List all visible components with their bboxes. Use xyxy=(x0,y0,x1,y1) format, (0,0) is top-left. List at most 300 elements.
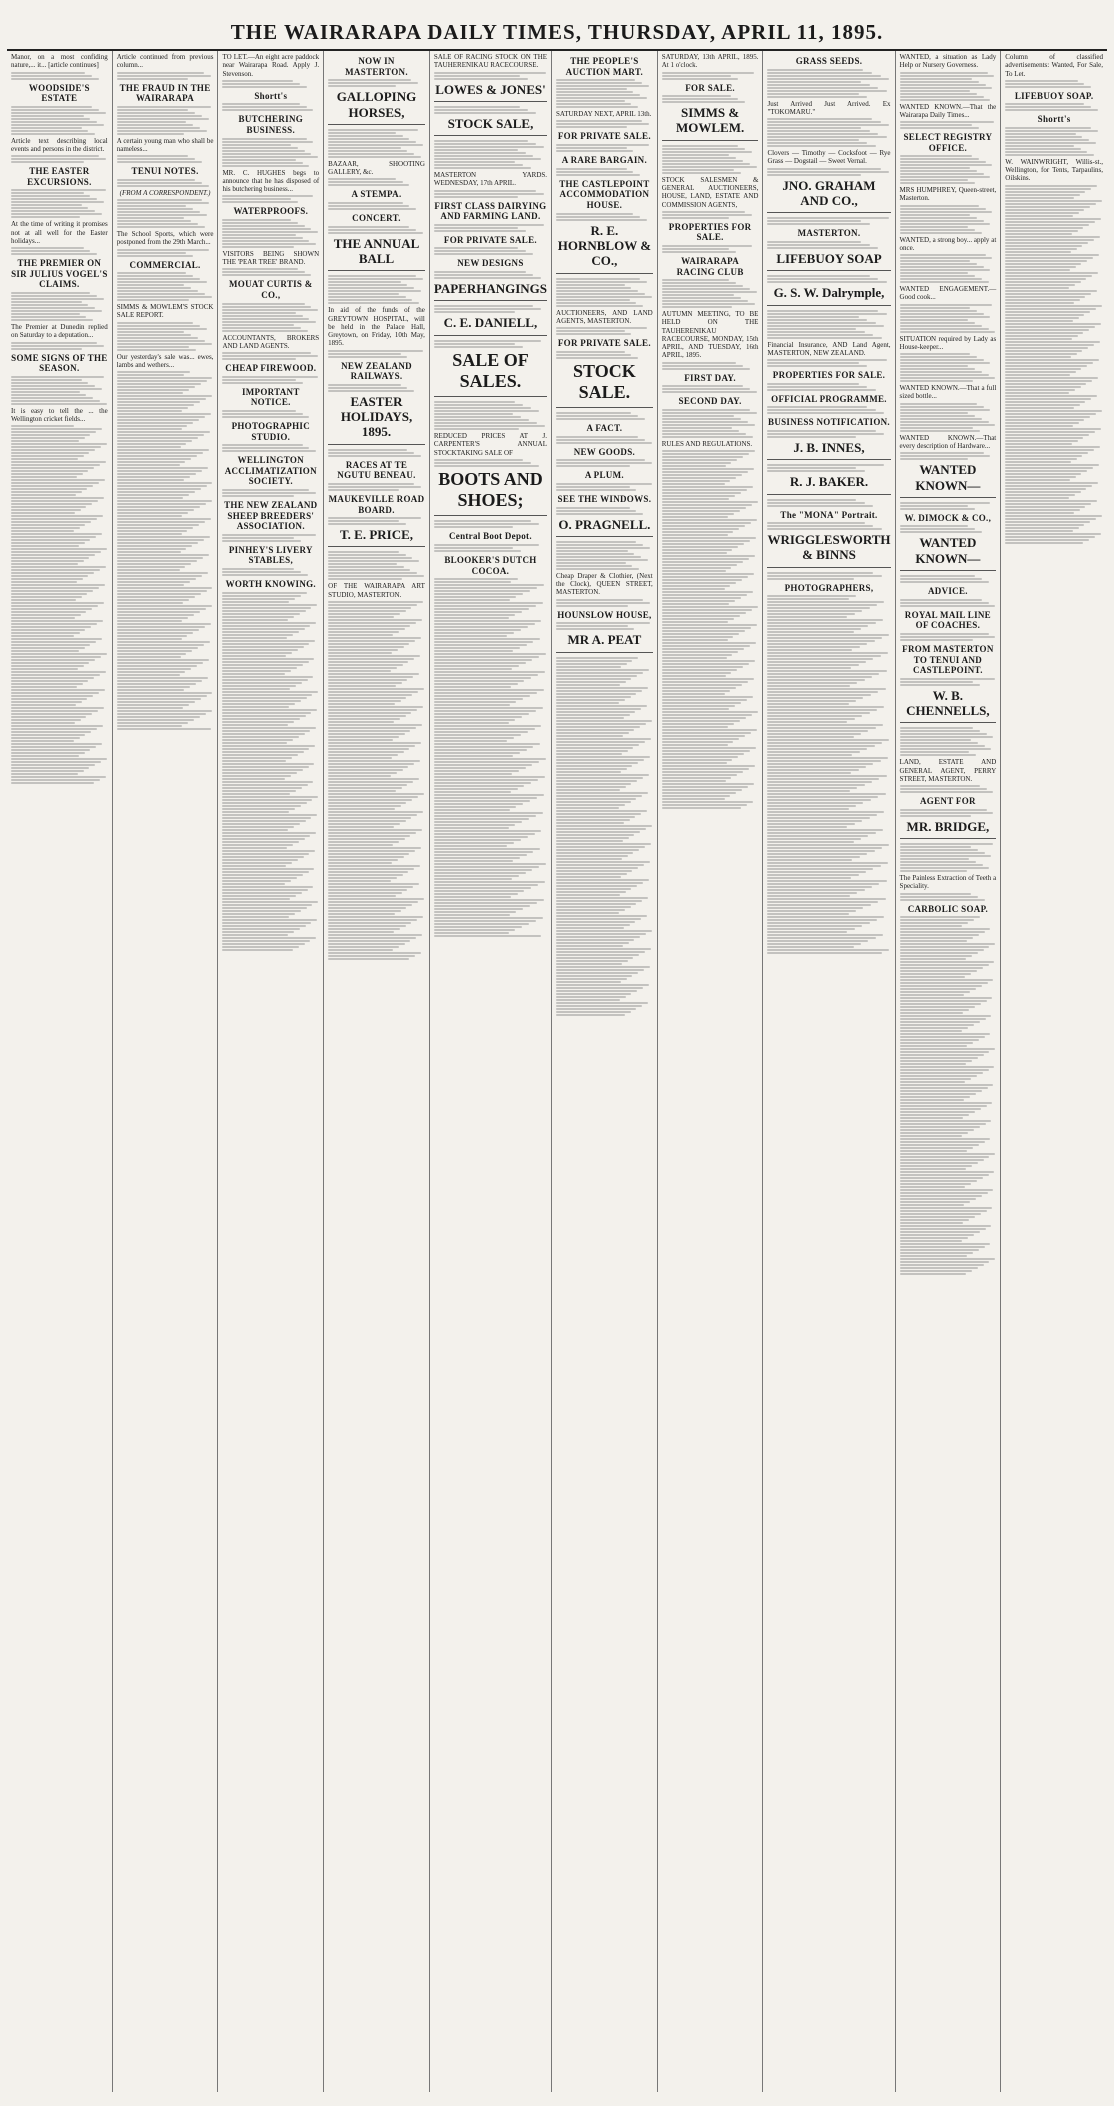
printed-line xyxy=(900,458,969,460)
headline: CHEAP FIREWOOD. xyxy=(225,363,317,374)
printed-line xyxy=(328,697,406,699)
headline: SIMMS & MOWLEM. xyxy=(675,105,745,136)
printed-line xyxy=(662,172,741,174)
printed-line xyxy=(222,706,289,708)
printed-line xyxy=(767,278,878,280)
printed-line xyxy=(222,691,318,693)
text-lines xyxy=(11,106,108,135)
divider xyxy=(662,140,759,141)
printed-line xyxy=(556,171,633,173)
printed-line xyxy=(767,130,869,132)
printed-line xyxy=(222,745,315,747)
headline: NEW GOODS. xyxy=(573,446,636,457)
printed-line xyxy=(900,1120,992,1122)
printed-line xyxy=(556,732,629,734)
printed-line xyxy=(1005,491,1080,493)
printed-line xyxy=(222,877,296,879)
printed-line xyxy=(767,913,848,915)
printed-line xyxy=(117,130,207,132)
printed-line xyxy=(1005,133,1075,135)
printed-line xyxy=(1005,347,1088,349)
printed-line xyxy=(117,290,198,292)
printed-line xyxy=(11,118,90,120)
printed-line xyxy=(117,449,209,451)
printed-line xyxy=(900,505,969,507)
printed-line xyxy=(434,716,522,718)
printed-line xyxy=(767,334,873,336)
printed-line xyxy=(222,694,312,696)
printed-line xyxy=(117,653,187,655)
headline: A PLUM. xyxy=(584,470,624,481)
printed-line xyxy=(117,340,205,342)
printed-line xyxy=(556,930,652,932)
printed-line xyxy=(556,717,624,719)
printed-line xyxy=(222,772,296,774)
printed-line xyxy=(222,219,291,221)
printed-line xyxy=(767,646,859,648)
printed-line xyxy=(767,823,854,825)
printed-line xyxy=(900,403,977,405)
printed-line xyxy=(767,880,886,882)
printed-line xyxy=(1005,488,1086,490)
printed-line xyxy=(222,808,295,810)
printed-line xyxy=(222,910,300,912)
printed-line xyxy=(662,385,743,387)
printed-line xyxy=(328,754,398,756)
printed-line xyxy=(900,1219,970,1221)
printed-line xyxy=(117,626,205,628)
printed-line xyxy=(767,241,861,243)
printed-line xyxy=(1005,500,1097,502)
printed-line xyxy=(900,599,982,601)
printed-line xyxy=(900,331,996,333)
printed-line xyxy=(900,1108,981,1110)
printed-line xyxy=(11,479,105,481)
printed-line xyxy=(434,935,541,937)
printed-line xyxy=(222,198,291,200)
printed-line xyxy=(556,714,630,716)
printed-line xyxy=(11,127,82,129)
printed-line xyxy=(117,632,193,634)
printed-line xyxy=(767,217,889,219)
printed-line xyxy=(767,319,867,321)
printed-line xyxy=(1005,148,1080,150)
printed-line xyxy=(767,721,847,723)
headline: SOME SIGNS OF THE SEASON. xyxy=(11,352,108,374)
printed-line xyxy=(434,740,508,742)
printed-line xyxy=(328,823,400,825)
printed-line xyxy=(662,166,757,168)
printed-line xyxy=(11,647,85,649)
text-lines xyxy=(117,249,214,257)
printed-line xyxy=(900,1258,996,1260)
printed-line xyxy=(11,198,97,200)
printed-line xyxy=(900,1114,970,1116)
printed-line xyxy=(662,160,743,162)
printed-line xyxy=(900,1255,968,1257)
printed-line xyxy=(662,412,757,414)
headline: HOUNSLOW HOUSE, xyxy=(557,609,652,620)
printed-line xyxy=(900,843,994,845)
printed-line xyxy=(556,669,649,671)
printed-line xyxy=(556,789,620,791)
printed-line xyxy=(556,333,631,335)
text-lines xyxy=(556,351,653,359)
printed-line xyxy=(328,299,412,301)
printed-line xyxy=(222,664,302,666)
printed-line xyxy=(434,908,523,910)
printed-line xyxy=(434,773,512,775)
printed-line xyxy=(900,525,969,527)
printed-line xyxy=(434,785,525,787)
printed-line xyxy=(1005,530,1072,532)
printed-line xyxy=(900,1174,989,1176)
divider xyxy=(900,570,997,571)
printed-line xyxy=(556,602,650,604)
printed-line xyxy=(767,118,872,120)
divider xyxy=(767,567,890,568)
printed-line xyxy=(434,593,523,595)
printed-line xyxy=(767,316,858,318)
printed-line xyxy=(767,751,859,753)
printed-line xyxy=(662,534,728,536)
printed-line xyxy=(11,485,93,487)
article-text: At the time of writing it promises not at all well for the Easter holidays... xyxy=(11,220,108,245)
printed-line xyxy=(767,652,888,654)
printed-line xyxy=(328,949,393,951)
printed-line xyxy=(556,993,631,995)
printed-line xyxy=(117,78,189,80)
printed-line xyxy=(767,706,884,708)
printed-line xyxy=(900,1168,967,1170)
printed-line xyxy=(767,528,881,530)
printed-line xyxy=(1005,239,1094,241)
printed-line xyxy=(434,459,523,461)
printed-line xyxy=(662,522,751,524)
printed-line xyxy=(556,957,633,959)
printed-line xyxy=(11,773,78,775)
printed-line xyxy=(434,731,528,733)
printed-line xyxy=(1005,236,1100,238)
printed-line xyxy=(662,251,736,253)
printed-line xyxy=(900,976,966,978)
printed-line xyxy=(117,75,211,77)
printed-line xyxy=(434,836,528,838)
printed-line xyxy=(11,431,96,433)
printed-line xyxy=(1005,398,1091,400)
printed-line xyxy=(222,796,318,798)
printed-line xyxy=(328,181,402,183)
headline: WRIGGLESWORTH & BINNS xyxy=(767,532,891,563)
printed-line xyxy=(1005,401,1085,403)
printed-line xyxy=(900,452,984,454)
printed-line xyxy=(11,109,99,111)
headline: O. PRAGNELL. xyxy=(558,516,651,532)
article-text: BAZAAR, SHOOTING GALLERY, &c. xyxy=(328,159,425,177)
printed-line xyxy=(767,281,886,283)
printed-line xyxy=(222,330,307,332)
printed-line xyxy=(900,266,984,268)
printed-line xyxy=(1005,350,1082,352)
printed-line xyxy=(556,873,627,875)
printed-line xyxy=(767,386,867,388)
printed-line xyxy=(556,330,625,332)
printed-line xyxy=(11,115,84,117)
printed-line xyxy=(117,205,187,207)
text-lines xyxy=(662,450,759,809)
printed-line xyxy=(1005,362,1093,364)
printed-line xyxy=(222,937,316,939)
printed-line xyxy=(900,988,976,990)
text-lines xyxy=(222,489,319,497)
printed-line xyxy=(900,943,996,945)
printed-line xyxy=(328,712,411,714)
printed-line xyxy=(117,623,211,625)
printed-line xyxy=(900,1183,972,1185)
printed-line xyxy=(117,515,183,517)
printed-line xyxy=(117,614,194,616)
printed-line xyxy=(434,860,513,862)
text-lines xyxy=(222,568,319,576)
printed-line xyxy=(767,757,888,759)
printed-line xyxy=(434,929,515,931)
printed-line xyxy=(117,371,191,373)
printed-line xyxy=(900,254,986,256)
printed-line xyxy=(900,1204,965,1206)
printed-line xyxy=(1005,272,1098,274)
printed-line xyxy=(1005,425,1072,427)
printed-line xyxy=(328,661,408,663)
printed-line xyxy=(117,548,187,550)
text-lines xyxy=(662,385,759,393)
printed-line xyxy=(11,695,93,697)
printed-line xyxy=(11,569,100,571)
printed-line xyxy=(222,222,297,224)
printed-line xyxy=(556,699,625,701)
printed-line xyxy=(11,572,94,574)
printed-line xyxy=(434,683,518,685)
printed-line xyxy=(556,351,625,353)
printed-line xyxy=(767,389,875,391)
text-lines xyxy=(222,268,319,276)
text-lines xyxy=(117,106,214,135)
printed-line xyxy=(900,742,978,744)
printed-line xyxy=(434,277,541,279)
printed-line xyxy=(900,1060,973,1062)
printed-line xyxy=(434,224,544,226)
printed-line xyxy=(900,179,969,181)
printed-line xyxy=(767,631,853,633)
printed-line xyxy=(434,803,523,805)
printed-line xyxy=(11,653,107,655)
printed-line xyxy=(556,88,627,90)
printed-line xyxy=(434,590,530,592)
printed-line xyxy=(434,722,509,724)
printed-line xyxy=(900,788,987,790)
text-lines xyxy=(222,444,319,452)
printed-line xyxy=(900,260,971,262)
printed-line xyxy=(11,527,80,529)
printed-line xyxy=(434,112,536,114)
printed-line xyxy=(767,775,886,777)
printed-line xyxy=(767,649,852,651)
printed-line xyxy=(900,961,995,963)
printed-line xyxy=(117,545,192,547)
printed-line xyxy=(900,745,985,747)
printed-line xyxy=(556,666,621,668)
printed-line xyxy=(222,619,288,621)
printed-line xyxy=(117,482,213,484)
printed-line xyxy=(662,368,750,370)
printed-line xyxy=(556,987,643,989)
printed-line xyxy=(662,792,736,794)
text-lines xyxy=(11,247,108,255)
printed-line xyxy=(662,492,741,494)
text-lines xyxy=(767,499,890,507)
headline: GALLOPING HORSES, xyxy=(336,89,417,120)
headline: LIFEBUOY SOAP. xyxy=(1014,90,1094,101)
printed-line xyxy=(328,135,402,137)
printed-line xyxy=(434,845,508,847)
printed-line xyxy=(117,422,193,424)
printed-line xyxy=(556,628,634,630)
printed-line xyxy=(662,600,736,602)
printed-line xyxy=(328,847,421,849)
printed-line xyxy=(1005,476,1075,478)
printed-line xyxy=(117,325,200,327)
printed-line xyxy=(222,355,318,357)
printed-line xyxy=(222,859,297,861)
printed-line xyxy=(434,167,531,169)
printed-line xyxy=(900,991,971,993)
printed-line xyxy=(767,598,848,600)
printed-line xyxy=(222,309,318,311)
printed-line xyxy=(900,985,982,987)
printed-line xyxy=(328,946,399,948)
printed-line xyxy=(900,275,975,277)
printed-line xyxy=(767,691,878,693)
printed-line xyxy=(222,274,311,276)
printed-line xyxy=(662,531,734,533)
printed-line xyxy=(328,622,416,624)
printed-line xyxy=(1005,437,1083,439)
printed-line xyxy=(11,599,76,601)
printed-line xyxy=(662,768,749,770)
printed-line xyxy=(222,724,288,726)
printed-line xyxy=(767,595,856,597)
printed-line xyxy=(556,951,645,953)
printed-line xyxy=(434,632,514,634)
printed-line xyxy=(328,694,412,696)
printed-line xyxy=(117,662,203,664)
printed-line xyxy=(222,315,302,317)
printed-line xyxy=(662,714,752,716)
printed-line xyxy=(328,916,423,918)
printed-line xyxy=(434,905,530,907)
headline: LIFEBUOY SOAP xyxy=(776,250,882,266)
printed-line xyxy=(222,703,295,705)
article-text: The School Sports, which were postponed from the 29th March... xyxy=(116,230,214,247)
printed-line xyxy=(900,1015,992,1017)
printed-line xyxy=(662,245,752,247)
printed-line xyxy=(767,467,856,469)
printed-line xyxy=(11,216,80,218)
printed-line xyxy=(328,625,410,627)
text-lines xyxy=(328,226,425,234)
divider xyxy=(556,536,653,537)
printed-line xyxy=(662,282,736,284)
printed-line xyxy=(434,106,520,108)
printed-line xyxy=(662,433,746,435)
printed-line xyxy=(11,746,96,748)
printed-line xyxy=(117,299,190,301)
printed-line xyxy=(662,633,739,635)
printed-line xyxy=(900,1201,971,1203)
printed-line xyxy=(328,643,409,645)
printed-line xyxy=(11,596,82,598)
printed-line xyxy=(1005,356,1070,358)
printed-line xyxy=(767,168,880,170)
printed-line xyxy=(434,547,513,549)
printed-line xyxy=(117,479,185,481)
printed-line xyxy=(434,520,531,522)
printed-line xyxy=(1005,395,1097,397)
printed-line xyxy=(11,292,90,294)
printed-line xyxy=(900,1135,963,1137)
printed-line xyxy=(900,424,996,426)
printed-line xyxy=(662,750,750,752)
printed-line xyxy=(222,382,302,384)
printed-line xyxy=(900,1261,990,1263)
printed-line xyxy=(117,404,194,406)
printed-line xyxy=(11,761,101,763)
divider xyxy=(767,305,890,306)
printed-line xyxy=(328,844,393,846)
text-lines xyxy=(900,205,997,234)
printed-line xyxy=(556,729,634,731)
printed-line xyxy=(1005,266,1075,268)
printed-line xyxy=(556,942,629,944)
divider xyxy=(900,722,997,723)
text-lines xyxy=(434,578,547,937)
printed-line xyxy=(222,754,297,756)
printed-line xyxy=(117,287,191,289)
printed-line xyxy=(117,440,192,442)
text-lines xyxy=(767,168,890,176)
printed-line xyxy=(662,498,730,500)
printed-line xyxy=(556,415,638,417)
printed-line xyxy=(556,547,650,549)
printed-line xyxy=(222,787,301,789)
printed-line xyxy=(328,640,415,642)
printed-line xyxy=(662,564,737,566)
printed-line xyxy=(11,494,76,496)
text-lines xyxy=(328,178,425,186)
printed-line xyxy=(767,634,889,636)
printed-line xyxy=(328,835,410,837)
printed-line xyxy=(767,499,856,501)
printed-line xyxy=(900,161,986,163)
printed-line xyxy=(662,495,736,497)
printed-line xyxy=(222,943,304,945)
printed-line xyxy=(11,629,85,631)
printed-line xyxy=(222,243,316,245)
printed-line xyxy=(662,78,738,80)
printed-line xyxy=(222,537,294,539)
printed-line xyxy=(434,641,534,643)
printed-line xyxy=(662,427,733,429)
printed-line xyxy=(11,614,81,616)
